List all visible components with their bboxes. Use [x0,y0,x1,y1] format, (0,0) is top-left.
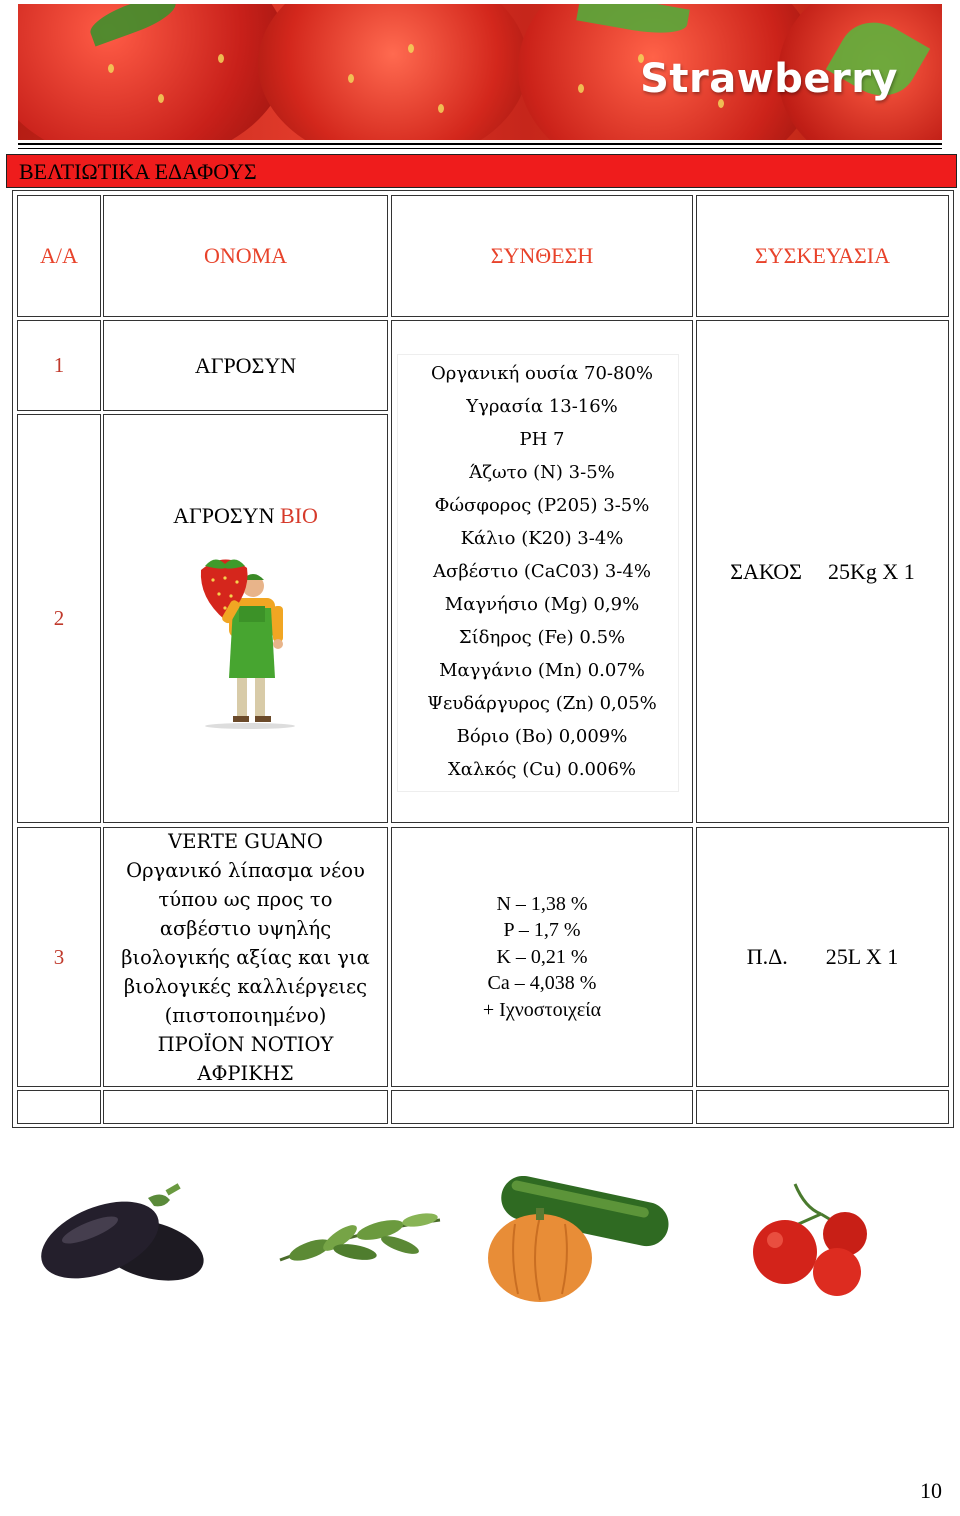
row3-composition [483,891,601,1024]
row3-pack-amount: 25L X 1 [825,944,899,969]
section-title: ΒΕΛΤΙΩΤΙΚΑ ΕΔΑΦΟΥΣ [19,159,257,184]
farmer-with-strawberry-illustration [195,550,305,730]
row1-name: ΑΓΡΟΣΥΝ [103,320,388,411]
row1-number: 1 [17,320,101,411]
row3-name-line: τύπου ως προς το [158,887,333,911]
composition-item: Χαλκός (Cu) 0.006% [447,759,637,780]
row3-name-line: βιολογικής αξίας και για [121,945,370,969]
empty-cell [103,1090,388,1124]
header-aa: Α/Α [17,195,101,317]
row3-name [121,827,370,1088]
page-number: 10 [920,1478,942,1503]
herbs-image [270,1190,450,1290]
composition-item: Βόριο (Bo) 0,009% [456,726,628,747]
composition-item: Φώσφορος (P205) 3-5% [434,495,650,516]
empty-cell [696,1090,949,1124]
packaging-cell [696,320,949,823]
empty-cell [391,1090,693,1124]
row3-composition-item: K – 0,21 % [496,945,588,968]
section-title-bar [6,154,957,188]
squash-and-zucchini-image [470,1176,670,1306]
empty-cell [17,1090,101,1124]
header-composition: ΣΥΝΘΕΣΗ [391,195,693,317]
composition-item: Οργανική ουσία 70-80% [430,363,653,384]
row3-name-line: VERTE GUANO [168,829,323,853]
row2-name-bio: BIO [279,503,318,528]
banner-title: Strawberry [640,56,898,102]
divider [18,143,942,145]
packaging-type: ΣΑΚΟΣ [730,558,802,584]
row3-name-line: ΠΡΟΪΟΝ ΝΟΤΙΟΥ [157,1032,334,1056]
tomatoes-image [745,1178,875,1298]
row3-number: 3 [17,827,101,1087]
header-name: ΟΝΟΜΑ [103,195,388,317]
composition-item: Κάλιο (Κ20) 3-4% [460,528,624,549]
row2-number: 2 [17,414,101,823]
composition-item: Σίδηρος (Fe) 0.5% [458,627,626,648]
row2-name-main: ΑΓΡΟΣΥΝ [173,503,275,528]
packaging-amount: 25Kg X 1 [827,558,915,584]
row3-packaging-cell [696,827,949,1087]
row3-composition-item: N – 1,38 % [496,892,588,915]
composition-item: Ασβέστιο (CaC03) 3-4% [433,561,651,582]
composition-item: PH 7 [519,429,565,450]
row3-name-line: ασβέστιο υψηλής [159,916,332,940]
divider [18,148,942,149]
composition-item: Ψευδάργυρος (Zn) 0,05% [427,693,657,714]
row3-composition-item: Ca – 4,038 % [487,972,597,995]
row3-name-line: ΑΦΡΙΚΗΣ [197,1061,294,1085]
row3-name-line: Οργανικό λίπασμα νέου [126,858,365,882]
composition-item: Μαγγάνιο (Mn) 0.07% [439,660,645,681]
composition-item: Μαγνήσιο (Mg) 0,9% [444,594,640,615]
eggplant-image [30,1180,210,1300]
strawberry-banner [18,4,942,140]
row2-name [173,503,318,529]
row3-composition-item: P – 1,7 % [503,919,581,942]
row3-composition-cell [391,827,693,1087]
composition-item: Υγρασία 13-16% [466,396,618,417]
composition-cell [391,320,693,823]
row3-name-line: (πιστοποιημένο) [164,1003,327,1027]
header-packaging: ΣΥΣΚΕΥΑΣΙΑ [696,195,949,317]
row3-name-line: βιολογικές καλλιέργειες [123,974,368,998]
row3-name-cell [103,827,388,1087]
strawberry-shape [258,4,528,140]
row3-composition-item: + Ιχνοστοιχεία [482,998,602,1021]
composition-item: Άζωτο (Ν) 3-5% [469,462,615,483]
row3-pack-type: Π.Δ. [746,944,788,969]
composition-list [427,357,657,786]
